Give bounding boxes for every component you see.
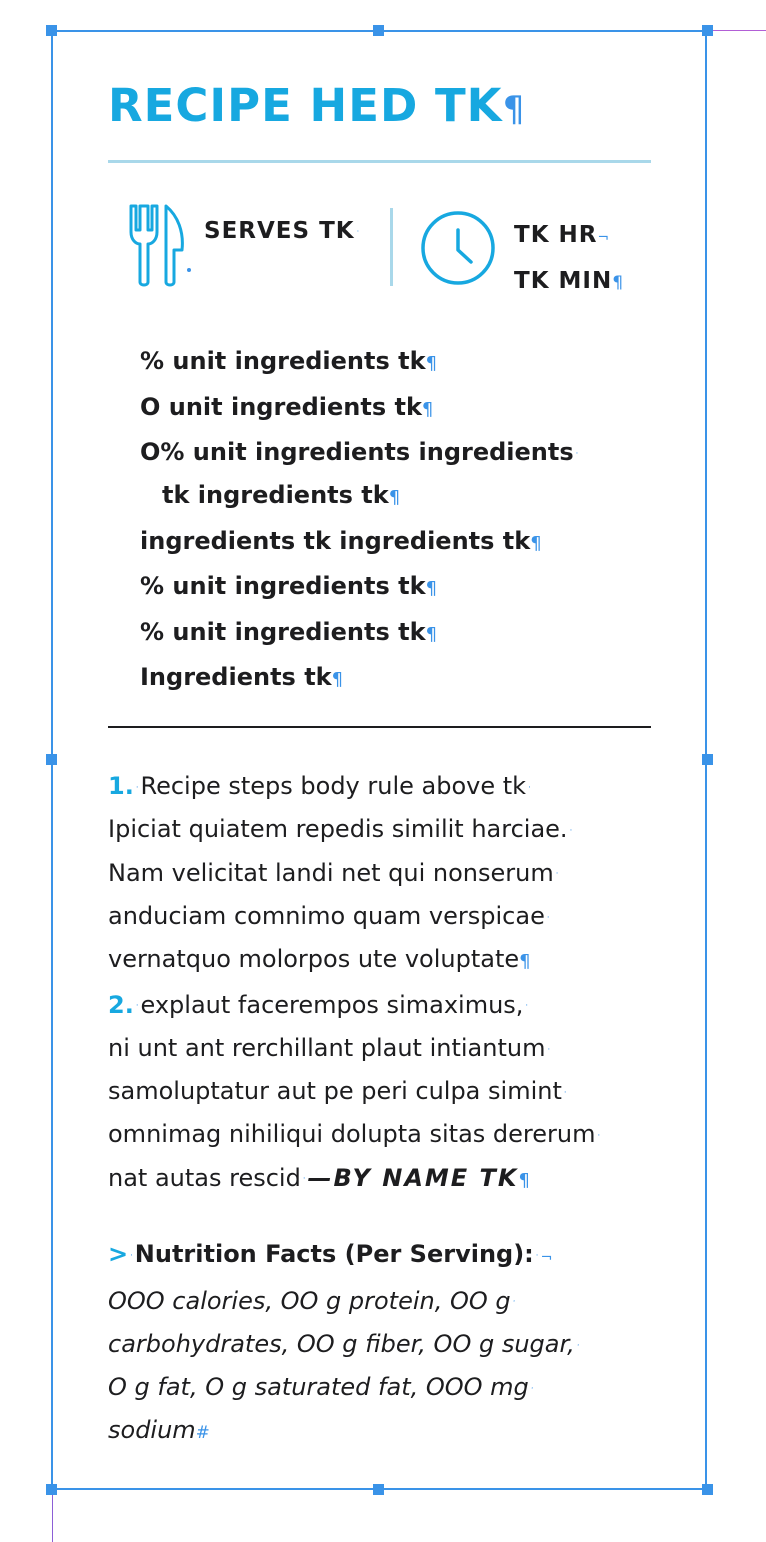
time-hours: TK HR [514,222,598,248]
space-mark: · [576,1339,580,1350]
recipe-meta [108,200,651,292]
space-mark: · [569,825,573,835]
frame-handle-top-center[interactable] [373,25,384,36]
step-line [108,1027,653,1070]
ingredient-item [140,611,660,657]
step-text: Recipe steps body rule above tk [140,772,527,800]
step-line [108,852,653,895]
recipe-title-text: RECIPE HED TK [108,79,503,132]
space-mark: · [547,1043,551,1054]
step-line [108,1157,653,1203]
frame-handle-top-left[interactable] [46,25,57,36]
pilcrow-mark: ¶ [331,669,344,691]
steps-rule [108,726,651,728]
step-line [108,1113,653,1156]
nutrition-text: OOO calories, OO g protein, OO g [108,1286,511,1315]
byline: —BY NAME TK [307,1163,519,1192]
ingredient-text: ingredients tk ingredients tk [140,526,531,555]
step-line [108,765,653,808]
frame-handle-bottom-left[interactable] [46,1484,57,1495]
frame-handle-middle-left[interactable] [46,754,57,765]
ingredient-item-continued [140,474,660,520]
step-text: Nam velicitat landi net qui nonserum [108,858,554,887]
meta-divider [390,208,393,286]
ingredient-item [140,520,660,566]
nutrition-line [108,1323,653,1366]
pilcrow-mark: ¶ [425,578,438,600]
space-mark: · [546,911,550,922]
nutrition-line [108,1366,653,1409]
pilcrow-mark: ¶ [612,273,625,293]
serves-label [204,218,362,244]
space-mark: · [130,1249,133,1260]
nutrition-text: O g fat, O g saturated fat, OOO mg [108,1373,529,1401]
fork-knife-icon [128,202,192,288]
frame-handle-top-right[interactable] [702,25,713,36]
serves-text: SERVES TK [204,218,355,244]
ingredient-text: % unit ingredients tk [140,617,426,646]
pilcrow-mark: ¶ [388,487,401,509]
step-text: anduciam comnimo quam verspicae [108,901,545,930]
ingredient-text: % unit ingredients tk [140,572,426,601]
pilcrow-mark: ¶ [425,353,438,374]
ingredient-text: O unit ingredients tk [140,392,422,421]
nutrition-text: carbohydrates, OO g fiber, OO g sugar, [108,1329,575,1358]
nutrition-arrow: > [108,1240,129,1268]
pilcrow-mark: ¶ [530,532,542,554]
pilcrow-mark: ¶ [519,951,531,972]
frame-handle-middle-right[interactable] [702,754,713,765]
step-text: explaut facerempos simaximus, [140,990,524,1019]
ingredient-text: O% unit ingredients ingredients [140,438,574,466]
ingredients-list [140,340,660,702]
space-mark: · [356,227,361,236]
step-line [108,895,653,938]
end-of-story-mark: # [195,1422,210,1443]
nutrition-line [108,1409,653,1454]
step-number: 1. [108,772,134,800]
step-text: nat autas rescid [108,1163,301,1192]
recipe-title [108,76,526,140]
space-mark: · [528,781,531,792]
step-text: Ipiciat quiatem repedis similit harciae. [108,815,568,844]
space-mark: · [512,1296,516,1307]
pilcrow-mark: ¶ [425,623,438,645]
space-mark: · [135,781,139,792]
space-mark: · [597,1130,601,1140]
time-label [514,214,624,305]
ingredient-item [140,565,660,611]
nutrition-facts [108,1233,653,1454]
step-line [108,938,653,984]
ingredient-item [140,431,660,474]
ingredient-item [140,386,660,432]
space-mark: · [530,1382,534,1393]
space-mark: · [525,1000,529,1011]
pilcrow-mark: ¶ [421,398,434,420]
space-mark: · [563,1086,567,1097]
step-line [108,1070,653,1113]
space-mark: · [535,1249,539,1260]
line-break-mark: ¬ [540,1250,553,1266]
ingredient-text: % unit ingredients tk [140,347,426,375]
space-mark: · [302,1173,306,1184]
nutrition-line [108,1280,653,1323]
recipe-steps [108,765,653,1202]
step-text: omnimag nihiliqui dolupta sitas dererum [108,1120,596,1149]
line-break-mark: ¬ [597,230,611,246]
ingredient-item [140,340,660,386]
ingredient-item [140,656,660,702]
space-mark: · [575,447,579,458]
step-text: samoluptatur aut pe peri culpa simint [108,1077,562,1105]
title-rule [108,160,651,163]
nutrition-label: Nutrition Facts (Per Serving): [134,1240,534,1268]
ingredient-text: tk ingredients tk [162,481,389,510]
step-number: 2. [108,990,134,1019]
step-line [108,984,653,1027]
pilcrow-mark: ¶ [518,1169,530,1191]
frame-handle-bottom-right[interactable] [702,1484,713,1495]
clock-icon [420,210,496,286]
step-line [108,808,653,851]
space-mark: · [555,868,559,879]
step-text: ni unt ant rerchillant plaut intiantum [108,1033,546,1062]
nutrition-heading [108,1233,653,1280]
step-text: vernatquo molorpos ute voluptate [108,945,520,973]
frame-handle-bottom-center[interactable] [373,1484,384,1495]
pilcrow-mark: ¶ [502,89,526,130]
nutrition-text: sodium [108,1416,196,1445]
space-mark: · [135,1000,139,1011]
time-minutes: TK MIN [514,268,613,294]
ingredient-text: Ingredients tk [140,663,332,692]
